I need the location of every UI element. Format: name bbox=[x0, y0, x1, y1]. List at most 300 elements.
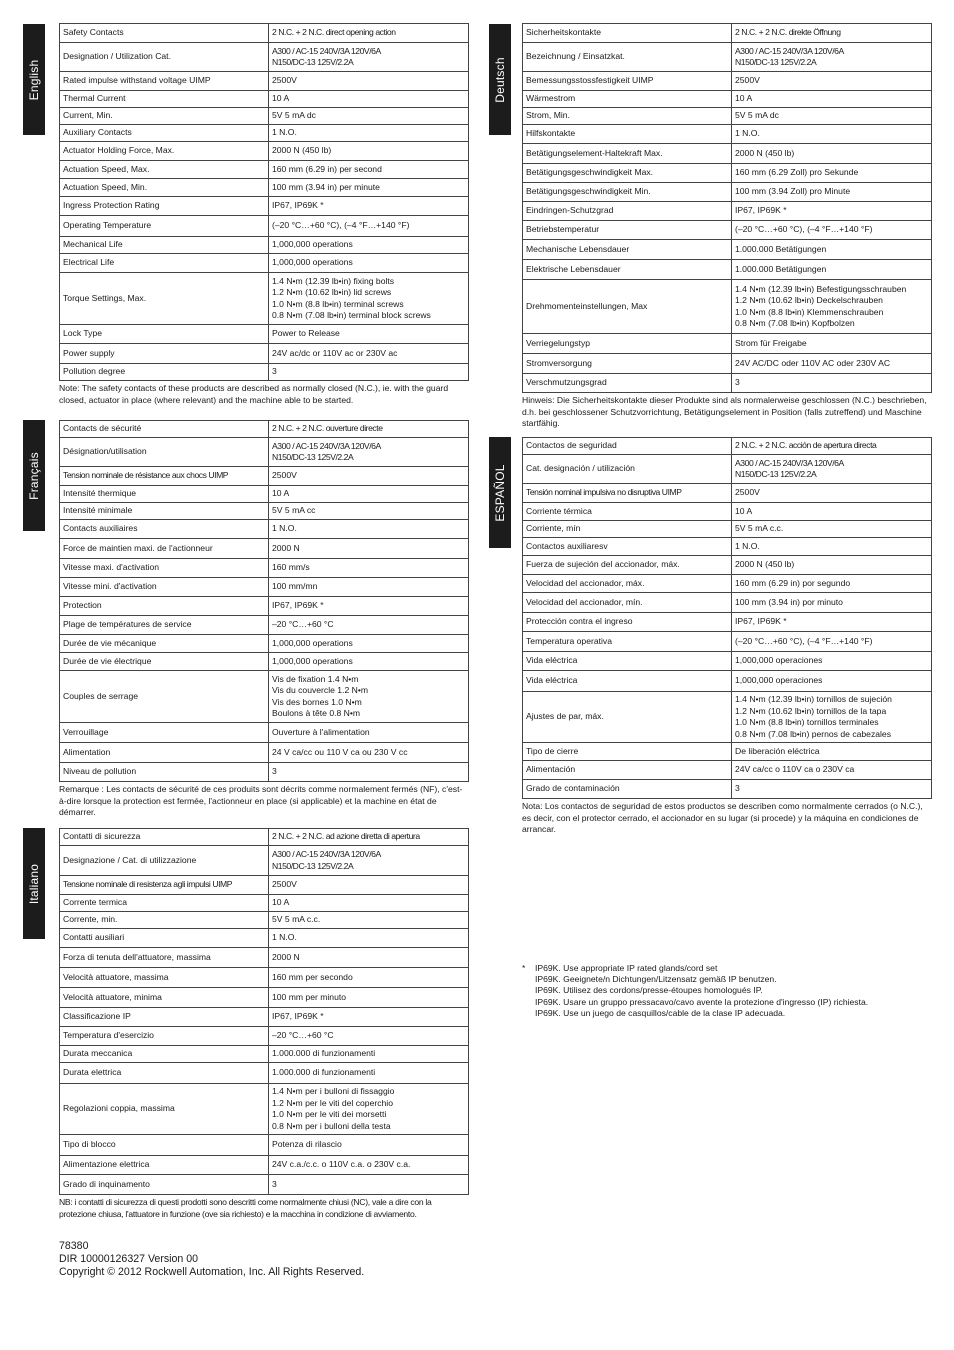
spec-value-line: 2500V bbox=[735, 487, 760, 498]
spec-row bbox=[523, 556, 932, 575]
spec-value-line: 2000 N bbox=[272, 542, 300, 553]
spec-value-line: 2000 N (450 lb) bbox=[272, 145, 332, 156]
tab-label: Français bbox=[27, 451, 41, 500]
spec-label: Tipo de cierre bbox=[523, 743, 732, 761]
spec-value bbox=[269, 723, 469, 743]
spec-value bbox=[732, 334, 932, 354]
spec-label: Contacts auxiliaires bbox=[60, 520, 269, 539]
spec-value-line: 2000 N (450 lb) bbox=[735, 147, 795, 158]
spec-row bbox=[523, 202, 932, 221]
spec-value bbox=[269, 467, 469, 486]
spec-value-line: 1.000.000 di funzionamenti bbox=[272, 1067, 376, 1078]
spec-row bbox=[60, 1027, 469, 1046]
spec-value-line: IP67, IP69K * bbox=[272, 200, 324, 211]
spec-label: Vida eléctrica bbox=[523, 671, 732, 692]
spec-value-line: 24 V ca/cc ou 110 V ca ou 230 V cc bbox=[272, 746, 408, 757]
spec-label: Ajustes de par, máx. bbox=[523, 692, 732, 743]
spec-label: Electrical Life bbox=[60, 254, 269, 273]
spec-value bbox=[732, 24, 932, 43]
spec-value-line: 2000 N bbox=[272, 951, 300, 962]
spec-value bbox=[269, 912, 469, 929]
spec-value bbox=[269, 421, 469, 438]
spec-label: Regolazioni coppia, massima bbox=[60, 1084, 269, 1135]
spec-row bbox=[523, 183, 932, 202]
spec-value-line: 2 N.C. + 2 N.C. acción de apertura directa bbox=[735, 440, 877, 451]
spec-row bbox=[523, 374, 932, 393]
spec-label: Niveau de pollution bbox=[60, 763, 269, 782]
spec-label: Force de maintien maxi. de l'actionneur bbox=[60, 539, 269, 559]
spec-label: Hilfskontakte bbox=[523, 125, 732, 144]
spec-row bbox=[523, 144, 932, 164]
spec-row bbox=[523, 692, 932, 743]
spec-value bbox=[732, 164, 932, 183]
spec-label: Protección contra el ingreso bbox=[523, 613, 732, 632]
section-note: Nota: Los contactos de seguridad de estos productos se describen como normalmente cerrados (o N.C.), es decir, con el protector cerrado, el accionador en su lugar (si procede) y la máquina en condiciones de arrancar. bbox=[522, 801, 923, 834]
spec-value-line: 5V 5 mA c.c. bbox=[272, 914, 321, 925]
spec-row bbox=[60, 1063, 469, 1084]
spec-value-line: 2500V bbox=[735, 75, 760, 86]
spec-label: Corriente, mín bbox=[523, 521, 732, 538]
spec-value-line: De liberación eléctrica bbox=[735, 745, 820, 756]
spec-label: Plage de températures de service bbox=[60, 616, 269, 635]
spec-row bbox=[523, 593, 932, 613]
spec-value-line: 100 mm (3.94 in) per minute bbox=[272, 181, 380, 192]
spec-row bbox=[523, 521, 932, 538]
spec-value-line: 2500V bbox=[272, 75, 297, 86]
spec-label: Bemessungsstossfestigkeit UIMP bbox=[523, 72, 732, 91]
spec-row bbox=[523, 484, 932, 503]
spec-row bbox=[523, 503, 932, 521]
spec-value-line: A300 / AC-15 240V/3A 120V/6A bbox=[735, 45, 844, 56]
spec-value-line: 100 mm per minuto bbox=[272, 991, 347, 1002]
spec-value-line: 1.0 N•m (8.8 lb•in) tornillos terminales bbox=[735, 717, 879, 727]
spec-value bbox=[269, 846, 469, 876]
spec-value bbox=[269, 91, 469, 108]
spec-label: Betätigungselement-Haltekraft Max. bbox=[523, 144, 732, 164]
spec-row bbox=[523, 280, 932, 334]
spec-value-line: 1 N.O. bbox=[735, 540, 760, 551]
spec-label: Cat. designación / utilización bbox=[523, 455, 732, 484]
spec-row bbox=[60, 671, 469, 723]
spec-value-line: Vis de fixation 1.4 N•m bbox=[272, 673, 359, 684]
spec-label: Velocidad del accionador, máx. bbox=[523, 575, 732, 593]
spec-value-line: 100 mm/mn bbox=[272, 581, 318, 592]
spec-value bbox=[732, 125, 932, 144]
spec-row bbox=[523, 761, 932, 780]
spec-value-line: 0.8 N•m (7.08 lb•in) terminal block screws bbox=[272, 310, 431, 320]
spec-value-line: 1 N.O. bbox=[272, 932, 297, 943]
spec-value-line: IP67, IP69K * bbox=[735, 205, 787, 216]
spec-label: Tipo di blocco bbox=[60, 1135, 269, 1156]
spec-value-line: 3 bbox=[272, 366, 277, 377]
spec-row bbox=[60, 723, 469, 743]
spec-row bbox=[60, 578, 469, 597]
spec-value-line: 3 bbox=[272, 766, 277, 777]
spec-value-line: 1.2 N•m (10.62 lb•in) tornillos de la tapa bbox=[735, 705, 887, 716]
spec-label: Rated impulse withstand voltage UIMP bbox=[60, 72, 269, 91]
spec-row bbox=[523, 260, 932, 280]
spec-row bbox=[60, 743, 469, 763]
spec-row bbox=[523, 72, 932, 91]
spec-value bbox=[732, 521, 932, 538]
spec-value bbox=[269, 273, 469, 325]
spec-table bbox=[522, 23, 932, 393]
spec-label: Thermal Current bbox=[60, 91, 269, 108]
spec-label: Durée de vie mécanique bbox=[60, 635, 269, 653]
publication-number: 78380 bbox=[59, 1240, 89, 1252]
spec-value bbox=[269, 876, 469, 895]
copyright: Copyright © 2012 Rockwell Automation, Inc. All Rights Reserved. bbox=[59, 1266, 365, 1278]
spec-value-line: 2 N.C. + 2 N.C. direkte Öffnung bbox=[735, 27, 841, 38]
spec-label: Corrente termica bbox=[60, 895, 269, 912]
spec-row bbox=[60, 438, 469, 467]
spec-label: Contacts de sécurité bbox=[60, 421, 269, 438]
spec-value bbox=[732, 240, 932, 260]
spec-value bbox=[732, 108, 932, 125]
spec-value bbox=[269, 179, 469, 197]
spec-value-line: 5V 5 mA c.c. bbox=[735, 523, 784, 534]
spec-row bbox=[60, 846, 469, 876]
spec-value-line: N150/DC-13 125V/2.2A bbox=[735, 57, 817, 67]
spec-label: Protection bbox=[60, 597, 269, 616]
spec-value bbox=[269, 1175, 469, 1195]
spec-label: Classificazione IP bbox=[60, 1008, 269, 1027]
spec-value bbox=[732, 593, 932, 613]
spec-row bbox=[523, 743, 932, 761]
spec-value bbox=[269, 895, 469, 912]
spec-value-line: A300 / AC-15 240V/3A 120V/6A bbox=[272, 849, 381, 859]
footnote-line: IP69K. Geeignete/n Dichtungen/Litzensatz gemäß IP benutzen. bbox=[535, 974, 777, 985]
spec-table bbox=[59, 23, 469, 381]
spec-label: Pollution degree bbox=[60, 364, 269, 381]
spec-row bbox=[523, 221, 932, 240]
spec-row bbox=[60, 1084, 469, 1135]
spec-value bbox=[269, 948, 469, 968]
spec-value-line: 1.0 N•m per le viti dei morsetti bbox=[272, 1109, 387, 1119]
spec-label: Wärmestrom bbox=[523, 91, 732, 108]
spec-row bbox=[523, 91, 932, 108]
spec-row bbox=[523, 575, 932, 593]
spec-value-line: –20 °C…+60 °C bbox=[272, 619, 334, 630]
spec-value bbox=[269, 1008, 469, 1027]
spec-label: Betriebstemperatur bbox=[523, 221, 732, 240]
spec-label: Verschmutzungsgrad bbox=[523, 374, 732, 393]
spec-label: Couples de serrage bbox=[60, 671, 269, 723]
spec-value bbox=[269, 108, 469, 125]
section-note: NB: i contatti di sicurezza di questi prodotti sono descritti come normalmente chiusi (NC), vale a dire con la protezione chiusa, l'attuatore in funzione (ove sia richiesto) e la macchina in condizione di avviamento. bbox=[59, 1197, 432, 1219]
spec-value-line: 2500V bbox=[272, 879, 297, 890]
spec-value bbox=[732, 556, 932, 575]
spec-value bbox=[269, 161, 469, 179]
spec-value bbox=[732, 144, 932, 164]
spec-value-line: 3 bbox=[272, 1178, 277, 1189]
spec-label: Strom, Min. bbox=[523, 108, 732, 125]
spec-row bbox=[523, 613, 932, 632]
spec-value bbox=[269, 520, 469, 539]
spec-value-line: N150/DC-13 125V/2.2A bbox=[735, 469, 817, 479]
spec-value bbox=[269, 597, 469, 616]
spec-row bbox=[60, 197, 469, 216]
spec-label: Intensité thermique bbox=[60, 486, 269, 503]
spec-value bbox=[269, 929, 469, 948]
spec-label: Désignation/utilisation bbox=[60, 438, 269, 467]
spec-value bbox=[732, 632, 932, 652]
spec-row bbox=[60, 895, 469, 912]
spec-value-line: A300 / AC-15 240V/3A 120V/6A bbox=[735, 457, 844, 468]
spec-value-line: 2500V bbox=[272, 470, 297, 481]
section-tab-deutsch bbox=[489, 24, 511, 135]
spec-value bbox=[732, 575, 932, 593]
spec-label: Bezeichnung / Einsatzkat. bbox=[523, 43, 732, 72]
spec-value bbox=[732, 652, 932, 671]
spec-value-line: N150/DC-13 125V/2.2A bbox=[272, 57, 354, 67]
spec-value bbox=[732, 43, 932, 72]
tab-label: Italiano bbox=[27, 863, 41, 904]
spec-value-line: 1,000,000 operations bbox=[272, 637, 353, 648]
spec-label: Alimentación bbox=[523, 761, 732, 780]
spec-value-line: 2 N.C. + 2 N.C. ad azione diretta di apertura bbox=[272, 831, 420, 842]
spec-value-line: IP67, IP69K * bbox=[272, 600, 324, 611]
spec-value-line: A300 / AC-15 240V/3A 120V/6A bbox=[272, 440, 381, 451]
spec-label: Verrouillage bbox=[60, 723, 269, 743]
spec-value-line: 1.000.000 Betätigungen bbox=[735, 243, 827, 254]
spec-value bbox=[732, 780, 932, 799]
spec-value bbox=[269, 364, 469, 381]
spec-table bbox=[59, 828, 469, 1195]
spec-row bbox=[60, 91, 469, 108]
spec-row bbox=[60, 653, 469, 671]
spec-value-line: Potenza di rilascio bbox=[272, 1139, 342, 1150]
spec-value-line: 1.2 N•m (10.62 lb•in) Deckelschrauben bbox=[735, 295, 883, 305]
spec-value-line: 0.8 N•m per i bulloni della testa bbox=[272, 1120, 391, 1131]
spec-value bbox=[269, 653, 469, 671]
spec-value-line: 1,000,000 operaciones bbox=[735, 655, 823, 666]
spec-label: Intensité minimale bbox=[60, 503, 269, 520]
spec-value-line: 1.000.000 di funzionamenti bbox=[272, 1048, 376, 1059]
spec-label: Durée de vie électrique bbox=[60, 653, 269, 671]
spec-label: Designation / Utilization Cat. bbox=[60, 43, 269, 72]
spec-value-line: Vis des bornes 1.0 N•m bbox=[272, 696, 362, 707]
spec-label: Grado de contaminación bbox=[523, 780, 732, 799]
spec-label: Durata meccanica bbox=[60, 1046, 269, 1063]
tab-label: English bbox=[27, 59, 41, 100]
spec-value bbox=[732, 671, 932, 692]
spec-value-line: 24V ac/dc or 110V ac or 230V ac bbox=[272, 347, 398, 358]
spec-row bbox=[523, 164, 932, 183]
spec-value-line: (–20 °C…+60 °C), (–4 °F…+140 °F) bbox=[272, 220, 410, 231]
spec-value-line: 160 mm per secondo bbox=[272, 971, 353, 982]
spec-row bbox=[523, 455, 932, 484]
document-footer bbox=[59, 1240, 364, 1279]
spec-row bbox=[60, 344, 469, 364]
spec-label: Betätigungsgeschwindigkeit Min. bbox=[523, 183, 732, 202]
spec-table bbox=[59, 420, 469, 782]
spec-row bbox=[60, 912, 469, 929]
section-note: Hinweis: Die Sicherheitskontakte dieser Produkte sind als normalerweise geschlossen (N.C.) beschrieben, d.h. bei geschlossener Schutzvorrichtung, Betätigungselement in Position (falls zutreffend) und Maschine startfähig. bbox=[522, 395, 927, 428]
spec-label: Contatti ausiliari bbox=[60, 929, 269, 948]
spec-row bbox=[60, 829, 469, 846]
spec-label: Fuerza de sujeción del accionador, máx. bbox=[523, 556, 732, 575]
spec-label: Velocidad del accionador, mín. bbox=[523, 593, 732, 613]
spec-label: Velocità attuatore, massima bbox=[60, 968, 269, 988]
spec-value-line: 1.2 N•m per le viti del coperchio bbox=[272, 1097, 393, 1108]
spec-value-line: 1,000,000 operations bbox=[272, 655, 353, 666]
spec-value bbox=[269, 24, 469, 43]
spec-label: Current, Min. bbox=[60, 108, 269, 125]
spec-section-espanol bbox=[522, 437, 932, 836]
spec-value-line: Ouverture à l'alimentation bbox=[272, 726, 370, 737]
spec-row bbox=[523, 125, 932, 144]
spec-value bbox=[269, 829, 469, 846]
spec-value bbox=[732, 280, 932, 334]
spec-label: Sicherheitskontakte bbox=[523, 24, 732, 43]
spec-label: Corriente térmica bbox=[523, 503, 732, 521]
spec-value-line: 100 mm (3.94 Zoll) pro Minute bbox=[735, 186, 851, 197]
spec-value bbox=[732, 455, 932, 484]
spec-row bbox=[60, 616, 469, 635]
spec-row bbox=[60, 988, 469, 1008]
spec-label: Operating Temperature bbox=[60, 216, 269, 237]
spec-value bbox=[269, 254, 469, 273]
spec-value bbox=[269, 539, 469, 559]
spec-value-line: A300 / AC-15 240V/3A 120V/6A bbox=[272, 45, 381, 56]
spec-value-line: 100 mm (3.94 in) por minuto bbox=[735, 596, 843, 607]
spec-row bbox=[60, 635, 469, 653]
spec-row bbox=[60, 142, 469, 161]
section-tab-italiano bbox=[23, 828, 45, 939]
spec-value bbox=[269, 671, 469, 723]
spec-value bbox=[269, 1135, 469, 1156]
spec-value-line: Power to Release bbox=[272, 328, 340, 339]
spec-value bbox=[269, 988, 469, 1008]
spec-section-deutsch bbox=[522, 23, 932, 430]
spec-label: Designazione / Cat. di utilizzazione bbox=[60, 846, 269, 876]
spec-value-line: 160 mm (6.29 Zoll) pro Sekunde bbox=[735, 167, 859, 178]
spec-row bbox=[523, 240, 932, 260]
spec-section-english bbox=[59, 23, 469, 406]
spec-value-line: 3 bbox=[735, 783, 740, 794]
spec-label: Betätigungsgeschwindigkeit Max. bbox=[523, 164, 732, 183]
spec-value-line: 1.0 N•m (8.8 lb•in) terminal screws bbox=[272, 298, 404, 309]
spec-label: Mechanical Life bbox=[60, 237, 269, 254]
spec-value-line: Strom für Freigabe bbox=[735, 337, 807, 348]
spec-label: Durata elettrica bbox=[60, 1063, 269, 1084]
spec-value-line: 1.0 N•m (8.8 lb•in) Klemmenschrauben bbox=[735, 306, 884, 317]
spec-row bbox=[60, 179, 469, 197]
spec-value-line: 5V 5 mA dc bbox=[735, 110, 779, 121]
spec-value-line: 10 A bbox=[272, 897, 290, 908]
spec-label: Velocità attuatore, minima bbox=[60, 988, 269, 1008]
spec-label: Power supply bbox=[60, 344, 269, 364]
spec-value-line: 160 mm/s bbox=[272, 562, 310, 573]
spec-label: Contactos auxiliaresv bbox=[523, 538, 732, 556]
spec-value-line: 10 A bbox=[272, 488, 290, 499]
spec-value-line: 0.8 N•m (7.08 lb•in) Kopfbolzen bbox=[735, 318, 855, 328]
spec-label: Auxiliary Contacts bbox=[60, 125, 269, 142]
spec-value-line: IP67, IP69K * bbox=[735, 616, 787, 627]
spec-value-line: 1 N.O. bbox=[272, 523, 297, 534]
spec-label: Actuator Holding Force, Max. bbox=[60, 142, 269, 161]
spec-label: Verriegelungstyp bbox=[523, 334, 732, 354]
section-note: Note: The safety contacts of these products are described as normally closed (N.C.), ie. with the guard closed, actuator in place (where relevant) and the machine able to be started. bbox=[59, 383, 449, 405]
spec-value bbox=[269, 968, 469, 988]
spec-value bbox=[269, 763, 469, 782]
spec-label: Ingress Protection Rating bbox=[60, 197, 269, 216]
spec-row bbox=[60, 539, 469, 559]
spec-row bbox=[60, 1156, 469, 1175]
spec-value bbox=[269, 1084, 469, 1135]
spec-value-line: 10 A bbox=[735, 505, 753, 516]
spec-row bbox=[60, 929, 469, 948]
spec-value-line: 1,000,000 operations bbox=[272, 239, 353, 250]
spec-row bbox=[523, 438, 932, 455]
spec-value bbox=[269, 344, 469, 364]
spec-row bbox=[60, 1008, 469, 1027]
tab-label: ESPAÑOL bbox=[493, 463, 507, 522]
spec-row bbox=[60, 325, 469, 344]
spec-value bbox=[732, 692, 932, 743]
spec-row bbox=[60, 968, 469, 988]
spec-value bbox=[269, 1046, 469, 1063]
spec-label: Temperatura operativa bbox=[523, 632, 732, 652]
spec-row bbox=[60, 24, 469, 43]
spec-row bbox=[60, 486, 469, 503]
spec-label: Grado di inquinamento bbox=[60, 1175, 269, 1195]
spec-label: Actuation Speed, Min. bbox=[60, 179, 269, 197]
spec-label: Stromversorgung bbox=[523, 354, 732, 374]
spec-label: Contactos de seguridad bbox=[523, 438, 732, 455]
spec-value-line: 1.4 N•m (12.39 lb•in) fixing bolts bbox=[272, 275, 395, 286]
spec-value bbox=[732, 260, 932, 280]
footnote-line: IP69K. Use appropriate IP rated glands/cord set bbox=[535, 963, 718, 973]
spec-row bbox=[523, 780, 932, 799]
spec-label: Actuation Speed, Max. bbox=[60, 161, 269, 179]
spec-value-line: 3 bbox=[735, 377, 740, 388]
spec-value bbox=[269, 635, 469, 653]
spec-row bbox=[523, 652, 932, 671]
spec-value-line: 2 N.C. + 2 N.C. ouverture directe bbox=[272, 423, 383, 434]
spec-row bbox=[60, 364, 469, 381]
spec-label: Corrente, min. bbox=[60, 912, 269, 929]
spec-row bbox=[60, 72, 469, 91]
spec-value-line: 2000 N (450 lb) bbox=[735, 559, 795, 570]
spec-value bbox=[269, 503, 469, 520]
spec-label: Vitesse mini. d'activation bbox=[60, 578, 269, 597]
spec-value-line: 24V ca/cc o 110V ca o 230V ca bbox=[735, 764, 855, 775]
spec-row bbox=[523, 43, 932, 72]
spec-value bbox=[269, 743, 469, 763]
spec-value bbox=[269, 216, 469, 237]
spec-value bbox=[732, 374, 932, 393]
spec-value bbox=[732, 91, 932, 108]
spec-value-line: 2 N.C. + 2 N.C. direct opening action bbox=[272, 27, 396, 38]
spec-label: Drehmomenteinstellungen, Max bbox=[523, 280, 732, 334]
spec-row bbox=[60, 948, 469, 968]
ip69k-footnote bbox=[522, 963, 934, 1019]
spec-row bbox=[523, 632, 932, 652]
spec-value bbox=[269, 486, 469, 503]
spec-row bbox=[60, 1135, 469, 1156]
spec-row bbox=[60, 876, 469, 895]
spec-row bbox=[523, 671, 932, 692]
dir-version: DIR 10000126327 Version 00 bbox=[59, 1253, 199, 1265]
spec-row bbox=[60, 125, 469, 142]
spec-label: Contatti di sicurezza bbox=[60, 829, 269, 846]
spec-row bbox=[60, 216, 469, 237]
spec-value bbox=[269, 559, 469, 578]
spec-label: Elektrische Lebensdauer bbox=[523, 260, 732, 280]
spec-value-line: N150/DC-13 125V/2.2A bbox=[272, 860, 354, 871]
